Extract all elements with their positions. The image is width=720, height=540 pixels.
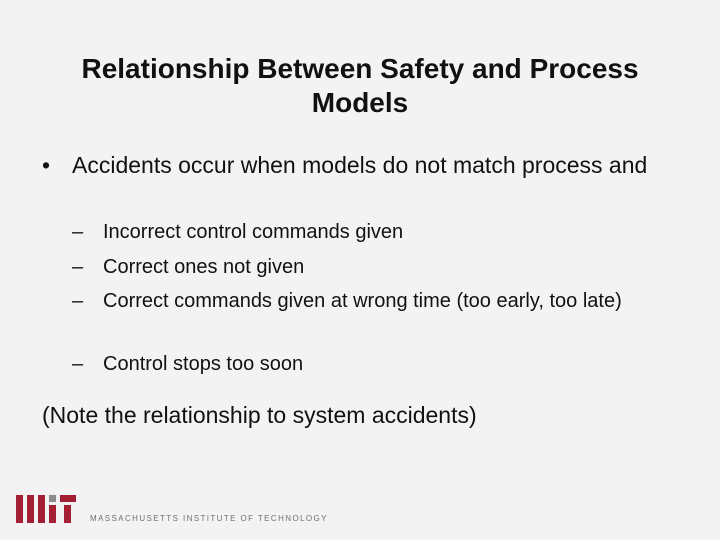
sub-bullet	[72, 217, 682, 247]
sub-bullet-text: Control stops too soon	[103, 353, 304, 375]
sub-bullet-marker: –	[72, 256, 84, 278]
logo-bar	[60, 495, 76, 502]
note-text: (Note the relationship to system accidents)	[42, 402, 477, 428]
bullet-marker: •	[42, 152, 51, 178]
sub-bullet-marker: –	[72, 290, 84, 312]
bullet-text: Accidents occur when models do not match process and	[72, 152, 648, 178]
logo-bar	[49, 505, 56, 523]
sub-bullet-text: Correct commands given at wrong time (too early, too late)	[103, 290, 622, 312]
sub-bullet	[72, 252, 682, 282]
logo-bar	[27, 495, 34, 523]
logo-bar	[49, 495, 56, 502]
logo-wordmark: MASSACHUSETTS INSTITUTE OF TECHNOLOGY	[90, 514, 328, 523]
sub-bullet	[72, 286, 682, 316]
slide-title: Relationship Between Safety and Process Models	[81, 53, 639, 118]
logo-bar	[64, 505, 71, 523]
sub-bullet	[72, 349, 682, 379]
main-bullet	[42, 150, 682, 180]
sub-bullet-marker: –	[72, 221, 84, 243]
sub-bullet-text: Incorrect control commands given	[103, 221, 404, 243]
mit-logo	[16, 495, 76, 523]
logo-bar	[38, 495, 45, 523]
logo-bar	[16, 495, 23, 523]
sub-bullet-text: Correct ones not given	[103, 256, 305, 278]
sub-bullet-marker: –	[72, 353, 84, 375]
